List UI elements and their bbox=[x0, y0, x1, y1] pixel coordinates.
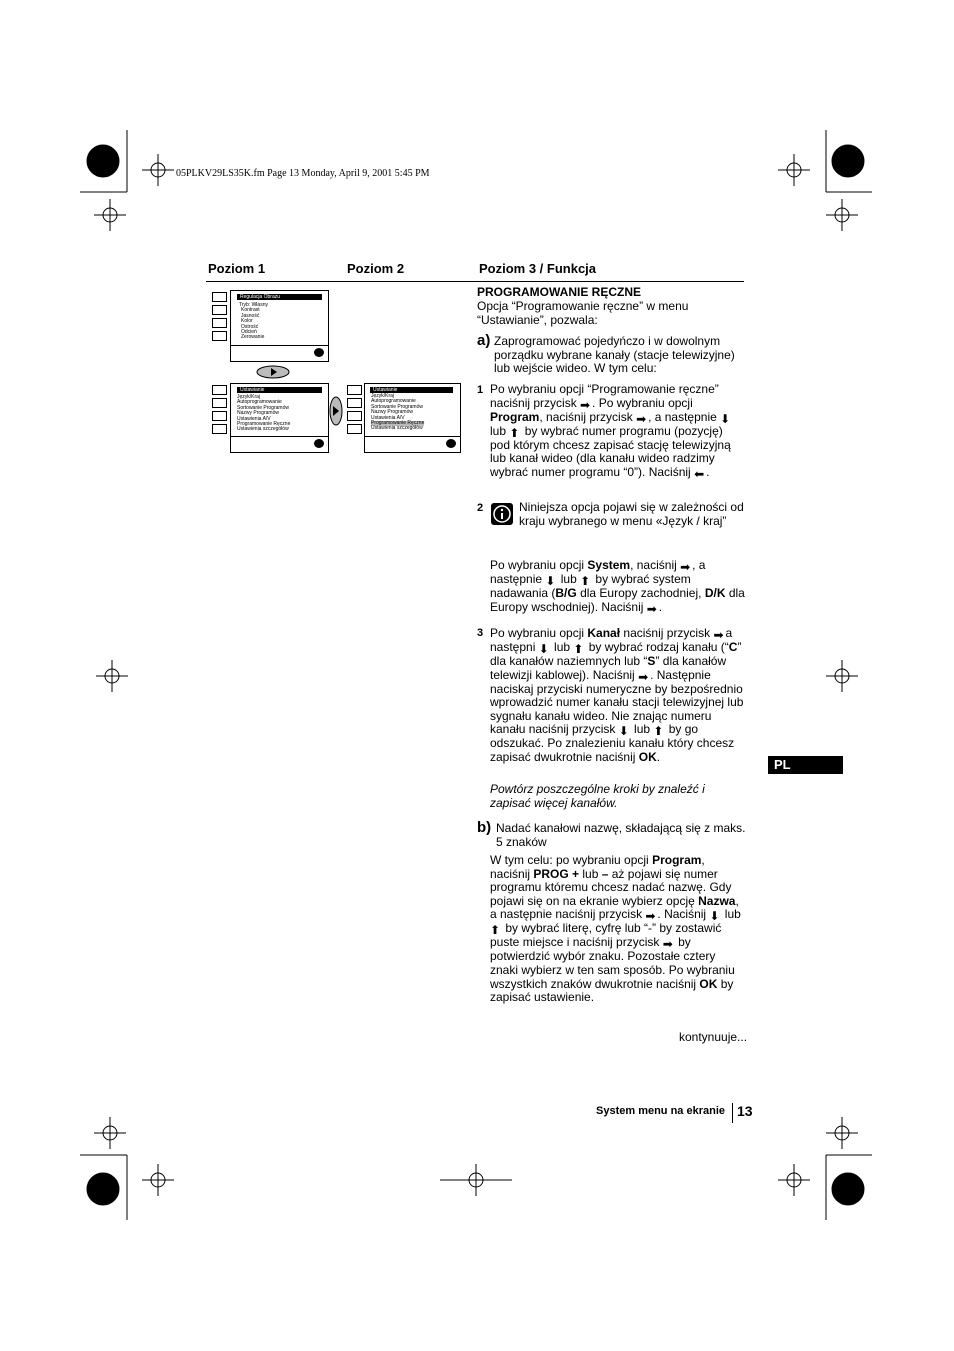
item-b-details: W tym celu: po wybraniu opcji Program, naciśnij PROG + lub – aż pojawi się numer programu któremu chcesz nadać nazwę. Gdy pojawi się on na ekranie wybierz opcję Nazwa, a następnie naciśnij przycisk ➡ . Naciśnij ⬇ lub ⬆ by wybrać literę, cyfrę lub “-” by zostawić puste miejsce i naciśnij przycisk ➡ by potwierdzić wybór znaku. Pozostałe cztery znaki wybierz w ten sam sposób. Po wybraniu wszystkich znaków dwukrotnie naciśnij OK by zapisać ustawienie. bbox=[490, 853, 741, 1005]
menu3-item-selected: Programowanie Ręczne bbox=[371, 420, 425, 427]
arrow-down-icon: ⬇ bbox=[720, 411, 731, 426]
page-number: 13 bbox=[737, 1103, 753, 1119]
menu1-items bbox=[239, 303, 268, 341]
menu1-item: Odcień bbox=[241, 329, 257, 336]
menu3-item: Język/Kraj bbox=[371, 393, 395, 399]
sound-icon bbox=[212, 398, 227, 408]
sound-icon bbox=[347, 398, 362, 408]
menu3-item: Ustawienia A/V bbox=[371, 414, 405, 421]
item-b-text: Nadać kanałowi nazwę, składającą się z maks. 5 znaków bbox=[496, 821, 746, 849]
file-header: 05PLKV29LS35K.fm Page 13 Monday, April 9, 2001 5:45 PM bbox=[176, 168, 430, 179]
menu1-screen bbox=[230, 290, 329, 362]
step-2-number: 2 bbox=[477, 502, 484, 514]
arrow-down-icon: ⬇ bbox=[538, 642, 549, 656]
menu2-item: Ustawienia A/V bbox=[237, 415, 271, 422]
menu2-item: Autoprogramowanie bbox=[237, 399, 282, 406]
step-3-text: Po wybraniu opcji Kanał naciśnij przycisk ➡ a następni ⬇ lub ⬆ by wybrać rodzaj kanału (“C” dla kanałów naziemnych lub “S” dla kanałów telewizji kablowej). Naciśnij ➡ . Następnie naciskaj przyciski numeryczne by bezpośrednio wprowadzić numer kanału stacji telewizyjnej lub sygnału kanału wideo. Nie znając numeru kanału naciśnij przycisk ⬇ lub ⬆ by go odszukać. Po znalezieniu kanału który chcesz zapisać dwukrotnie naciśnij OK. bbox=[490, 626, 744, 764]
menu-button-icon bbox=[314, 439, 324, 448]
menu3-icon-column bbox=[347, 385, 362, 437]
arrow-up-icon: ⬆ bbox=[580, 574, 591, 588]
menu1-item: Tryb: Własny bbox=[239, 302, 268, 308]
menu2-title: Ustawianie bbox=[237, 387, 322, 393]
setup-icon bbox=[212, 331, 227, 341]
section-heading: PROGRAMOWANIE RĘCZNE bbox=[477, 285, 642, 299]
menu3-items bbox=[371, 394, 424, 432]
step-3-number: 3 bbox=[477, 627, 484, 639]
arrow-up-icon: ⬆ bbox=[573, 642, 584, 656]
italic-note: Powtórz poszczególne kroki by znaleźć i zapisać więcej kanałów. bbox=[490, 782, 705, 810]
picture-icon bbox=[347, 385, 362, 395]
step-1-number: 1 bbox=[477, 384, 484, 396]
arrow-up-icon: ⬆ bbox=[509, 425, 520, 440]
menu2-item: Ustawienia szczegółów bbox=[237, 426, 289, 433]
timer-icon bbox=[212, 411, 227, 421]
menu-button-icon bbox=[446, 439, 456, 448]
menu3-item: Ustawienia szczegółów bbox=[371, 425, 423, 432]
section-intro: Opcja “Programowanie ręczne” w menu “Ustawianie”, pozwala: bbox=[477, 299, 689, 327]
menu1-item: Jasność bbox=[241, 312, 260, 319]
menu1-item: Ostrość bbox=[241, 323, 259, 330]
menu1-icon-column bbox=[212, 292, 227, 344]
menu2-divider bbox=[231, 436, 328, 437]
item-a-text: Zaprogramować pojedyńczo i w dowolnym porządku wybrane kanały (stacje telewizyjne) lub wejście wideo. W tym celu: bbox=[494, 334, 735, 376]
column-heading-level1: Poziom 1 bbox=[208, 261, 266, 276]
arrow-down-icon: ⬇ bbox=[545, 574, 556, 588]
menu3-item: Nazwy Programów bbox=[371, 409, 413, 416]
menu2-item: Język/Kraj bbox=[237, 394, 261, 400]
menu3-divider bbox=[365, 436, 460, 437]
joystick-right-icon bbox=[329, 396, 343, 426]
menu2-item: Sortowanie Programów bbox=[237, 404, 289, 411]
arrow-right-icon: ➡ bbox=[680, 560, 691, 574]
setup-icon bbox=[347, 424, 362, 434]
column-heading-level2: Poziom 2 bbox=[347, 261, 405, 276]
step-2-note: Niniejsza opcja pojawi się w zależności od kraju wybranego w menu «Język / kraj” bbox=[519, 500, 744, 528]
step-1-text: Po wybraniu opcji “Programowanie ręczne” naciśnij przycisk ➡ . Po wybraniu opcji Program, naciśnij przycisk ➡ , a następnie ⬇ lub ⬆ by wybrać numer programu (pozycję) pod którym chcesz zapisać stację telewizyjną lub kanał wideo (dla kanału wideo radzimy wybrać numer programu “0”). Naciśnij ⬅ . bbox=[490, 382, 731, 481]
arrow-right-icon: ➡ bbox=[645, 909, 656, 924]
joystick-right-icon bbox=[256, 365, 290, 379]
picture-icon bbox=[212, 292, 227, 302]
timer-icon bbox=[347, 411, 362, 421]
menu1-divider bbox=[231, 345, 328, 346]
column-heading-level3: Poziom 3 / Funkcja bbox=[479, 261, 597, 276]
menu1-item: Zerowanie bbox=[241, 334, 265, 341]
menu1-title: Regulacja Obrazu bbox=[237, 294, 322, 300]
menu1-item: Kontrast bbox=[241, 307, 260, 314]
arrow-right-icon: ➡ bbox=[636, 411, 647, 426]
menu2-icon-column bbox=[212, 385, 227, 437]
heading-rule bbox=[206, 281, 744, 282]
footer-divider bbox=[732, 1103, 733, 1123]
menu3-item: Autoprogramowanie bbox=[371, 398, 416, 405]
timer-icon bbox=[212, 318, 227, 328]
arrow-down-icon: ⬇ bbox=[618, 724, 629, 739]
info-icon bbox=[491, 503, 513, 525]
arrow-up-icon: ⬆ bbox=[490, 923, 501, 938]
step-2-text: Po wybraniu opcji System, naciśnij ➡ , a następnie ⬇ lub ⬆ by wybrać system nadawania (B/G dla Europy zachodniej, D/K dla Europy wschodniej). Naciśnij ➡ . bbox=[490, 558, 745, 616]
menu2-item: Programowanie Ręczne bbox=[237, 421, 291, 428]
sound-icon bbox=[212, 305, 227, 315]
setup-icon bbox=[212, 424, 227, 434]
menu3-item: Sortowanie Programów bbox=[371, 403, 423, 410]
menu2-item: Nazwy Programów bbox=[237, 410, 279, 417]
arrow-right-icon: ➡ bbox=[638, 669, 649, 684]
menu2-items bbox=[237, 395, 290, 433]
menu2-screen bbox=[230, 383, 329, 453]
continues-label: kontynuuje... bbox=[679, 1030, 748, 1044]
arrow-right-icon: ➡ bbox=[662, 937, 673, 952]
item-b-label: b) bbox=[477, 819, 492, 836]
arrow-right-icon: ➡ bbox=[713, 628, 724, 642]
menu1-item: Kolor bbox=[241, 318, 253, 325]
arrow-down-icon: ⬇ bbox=[709, 909, 720, 924]
language-tab: PL bbox=[768, 756, 843, 774]
menu3-screen bbox=[364, 383, 461, 453]
arrow-right-icon: ➡ bbox=[646, 601, 657, 616]
arrow-right-icon: ➡ bbox=[580, 397, 591, 412]
picture-icon bbox=[212, 385, 227, 395]
menu-button-icon bbox=[314, 348, 324, 357]
arrow-left-icon: ⬅ bbox=[694, 466, 705, 481]
footer-title: System menu na ekranie bbox=[596, 1105, 726, 1117]
menu3-title: Ustawianie bbox=[370, 387, 453, 393]
item-a-label: a) bbox=[477, 332, 491, 349]
arrow-up-icon: ⬆ bbox=[653, 724, 664, 739]
